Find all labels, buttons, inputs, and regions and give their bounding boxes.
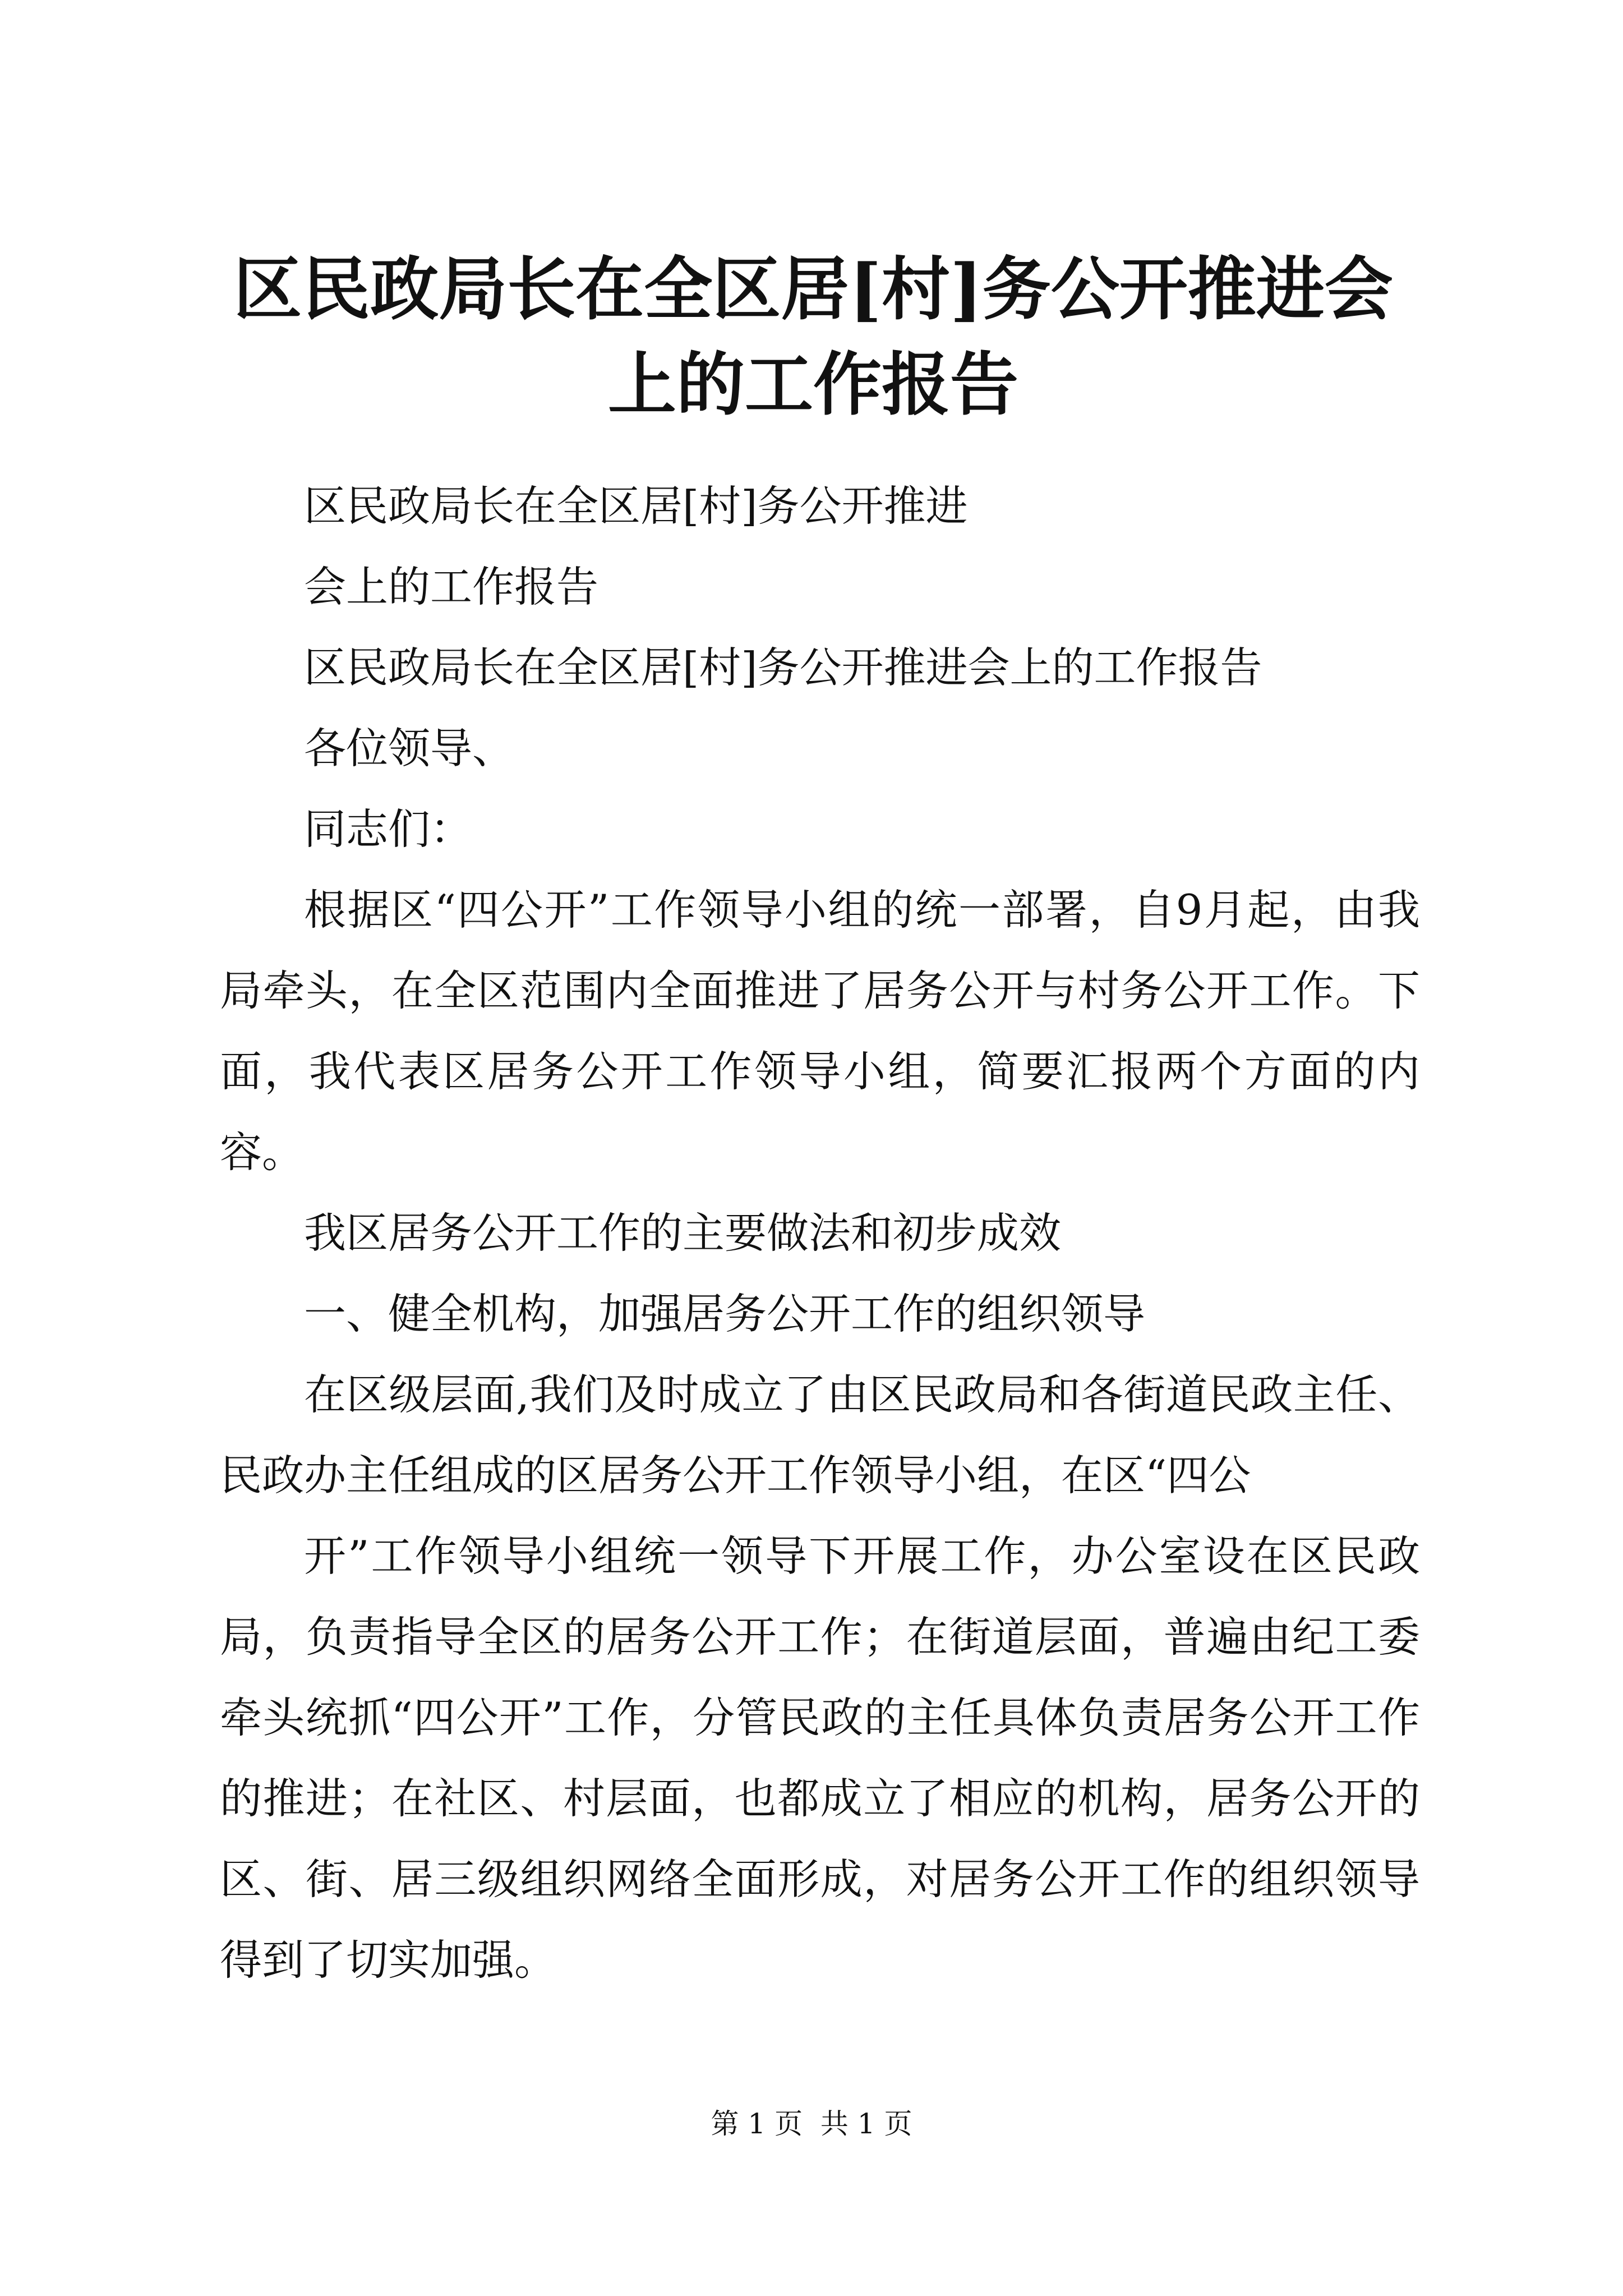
page-footer	[0, 2107, 1623, 2141]
document-body	[220, 466, 1420, 2000]
document-title: 区民政局长在全区居[村]务公开推进会上的工作报告	[233, 249, 1393, 425]
paragraph: 区民政局长在全区居[村]务公开推进	[304, 481, 968, 531]
paragraph: 会上的工作报告	[304, 562, 599, 611]
paragraph: 各位领导、	[304, 724, 515, 773]
paragraph: 在区级层面,我们及时成立了由区民政局和各街道民政主任、民政办主任组成的区居务公开工作领导小组，在区“四公	[220, 1370, 1420, 1500]
page-number: 第 1 页 共 1 页	[711, 2108, 912, 2140]
paragraph: 根据区“四公开”工作领导小组的统一部署，自9月起，由我局牵头，在全区范围内全面推进了居务公开与村务公开工作。下面，我代表区居务公开工作领导小组，简要汇报两个方面的内容。	[220, 885, 1420, 1177]
paragraph: 同志们：	[304, 804, 473, 854]
paragraph: 一、健全机构，加强居务公开工作的组织领导	[304, 1289, 1146, 1338]
paragraph: 我区居务公开工作的主要做法和初步成效	[304, 1208, 1062, 1258]
paragraph: 区民政局长在全区居[村]务公开推进会上的工作报告	[304, 643, 1262, 692]
paragraph: 开”工作领导小组统一领导下开展工作，办公室设在区民政局，负责指导全区的居务公开工作；在街道层面，普遍由纪工委牵头统抓“四公开”工作，分管民政的主任具体负责居务公开工作的推进；在社区、村层面，也都成立了相应的机构，居务公开的区、街、居三级组织网络全面形成，对居务公开工作的组织领导得到了切实加强。	[220, 1531, 1420, 1985]
